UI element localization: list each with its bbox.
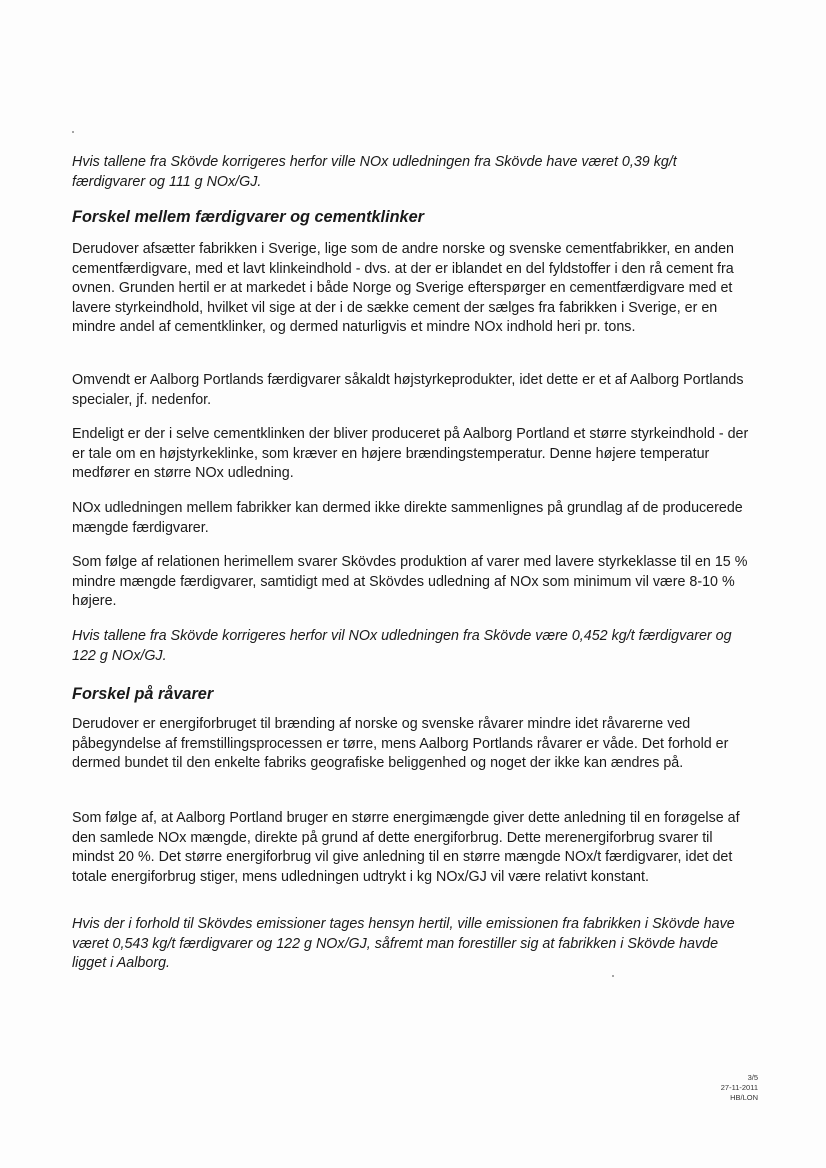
body-paragraph-7: Som følge af, at Aalborg Portland bruger en større energimængde giver dette anledning til en forøgelse af den samlede NOx mængde, direkte på grund af dette energiforbrug. Dette merenergiforbrug svarer til mindst 20 %. Det større energiforbrug vil give anledning til en større mængde NOx/t færdigvarer, idet det totale energiforbrug stiger, mens udledningen udtrykt i kg NOx/GJ vil være relativt konstant.: [72, 810, 740, 885]
body-paragraph-5: Som følge af relationen herimellem svarer Skövdes produktion af varer med lavere styrkeklasse til en 15 % mindre mængde færdigvarer, samtidigt med at Skövdes udledning af NOx som minimum vil være 8-10 % højere.: [72, 554, 748, 610]
body-paragraph-4: NOx udledningen mellem fabrikker kan dermed ikke direkte sammenlignes på grundlag af de producerede mængde færdigvarer.: [72, 500, 743, 536]
footer-date: 27-11-2011: [720, 1083, 758, 1092]
scan-speck: [72, 131, 74, 133]
note-paragraph-2: Hvis tallene fra Skövde korrigeres herfor vil NOx udledningen fra Skövde være 0,452 kg/t færdigvarer og 122 g NOx/GJ.: [72, 628, 732, 664]
body-paragraph-3: Endeligt er der i selve cementklinken der bliver produceret på Aalborg Portland et større styrkeindhold - der er tale om en højstyrkeklinke, som kræver en højere brændingstemperatur. Denne højere temperatur medfører en større NOx udledning.: [72, 426, 749, 482]
footer-initials: HB/LON: [730, 1093, 758, 1102]
note-paragraph-3: Hvis der i forhold til Skövdes emissioner tages hensyn hertil, ville emissionen fra fabrikken i Skövde have været 0,543 kg/t færdigvarer og 122 g NOx/GJ, såfremt man forestiller sig at fabrikken i Skövde havde ligget i Aalborg.: [72, 916, 735, 972]
page-number: 3/5: [747, 1073, 758, 1082]
page-footer: [721, 1073, 758, 1103]
heading-faerdigvarer-cementklinker: Forskel mellem færdigvarer og cementklinker: [72, 208, 424, 226]
heading-forskel-raavarer: Forskel på råvarer: [72, 685, 214, 703]
body-paragraph-6: Derudover er energiforbruget til brænding af norske og svenske råvarer mindre idet råvarerne ved påbegyndelse af fremstillingsprocessen er tørre, mens Aalborg Portlands råvarer er våde. Det forhold er dermed bundet til den enkelte fabriks geografiske beliggenhed og noget der ikke kan ændres på.: [72, 716, 729, 772]
body-paragraph-1: Derudover afsætter fabrikken i Sverige, lige som de andre norske og svenske cementfabrikker, en anden cementfærdigvare, med et lavt klinkeindhold - dvs. at der er iblandet en del fyldstoffer i den rå cement fra ovnen. Grunden hertil er at markedet i både Norge og Sverige efterspørger en cementfærdigvare med et lavere styrkeindhold, hvilket vil sige at der i de sække cement der sælges fra fabrikken i Sverige, er en mindre andel af cementklinker, og dermed naturligvis et mindre NOx indhold heri pr. tons.: [72, 241, 734, 336]
body-paragraph-2: Omvendt er Aalborg Portlands færdigvarer såkaldt højstyrkeprodukter, idet dette er et af Aalborg Portlands specialer, jf. nedenfor.: [72, 372, 744, 408]
note-paragraph-1: Hvis tallene fra Skövde korrigeres herfor ville NOx udledningen fra Skövde have været 0,39 kg/t færdigvarer og 111 g NOx/GJ.: [72, 154, 677, 190]
scan-speck: [612, 975, 614, 977]
